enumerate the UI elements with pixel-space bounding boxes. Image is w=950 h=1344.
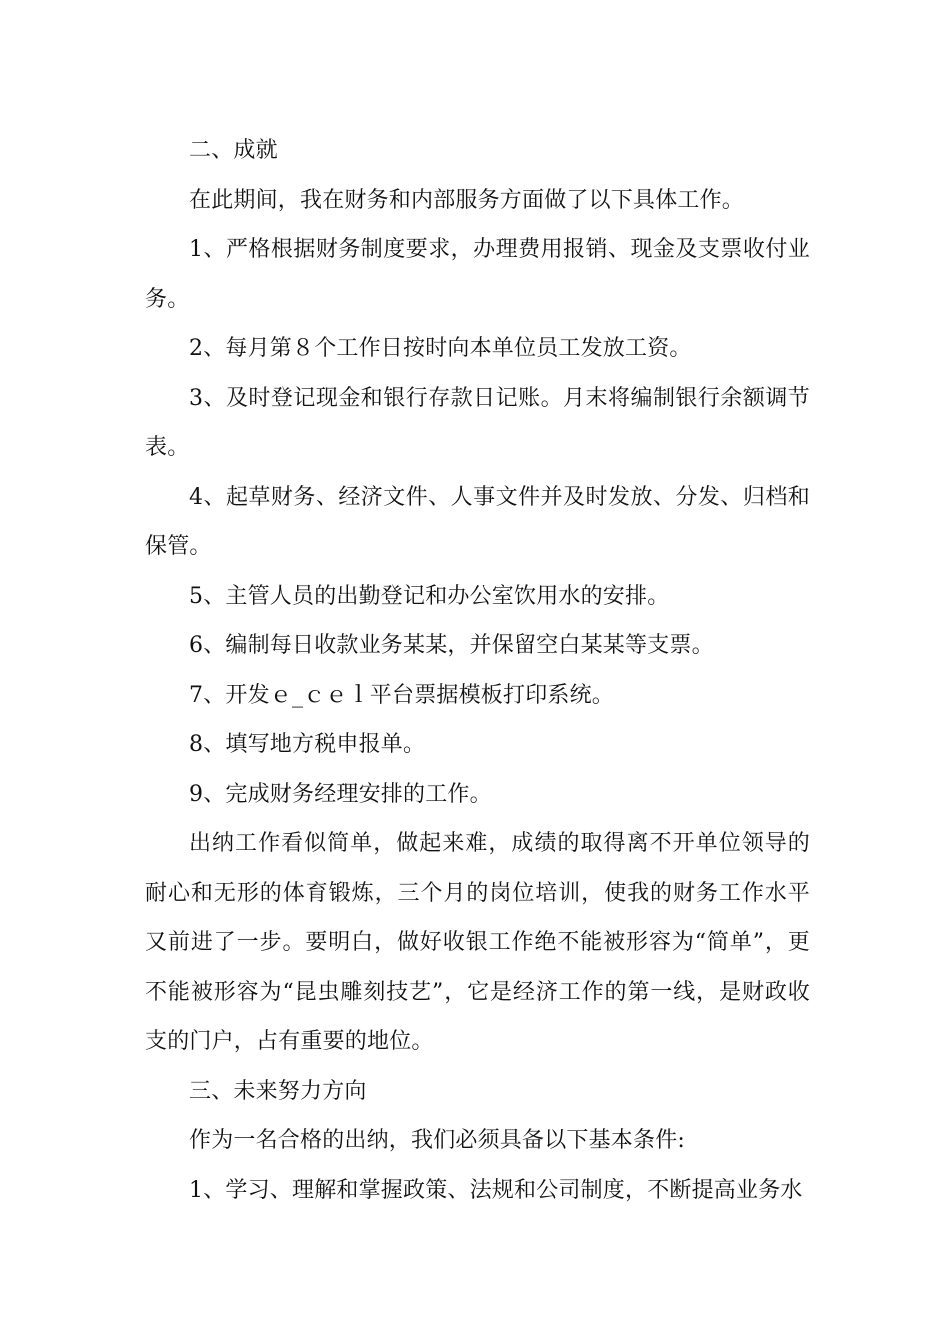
list-item: 1、学习、理解和掌握政策、法规和公司制度，不断提高业务水 <box>189 1177 803 1203</box>
future-intro-paragraph: 作为一名合格的出纳，我们必须具备以下基本条件: <box>189 1128 686 1153</box>
list-item: 2、每月第８个工作日按时向本单位员工发放工资。 <box>189 336 692 361</box>
list-item: 9、完成财务经理安排的工作。 <box>189 781 492 807</box>
list-item: 5、主管人员的出勤登记和办公室饮用水的安排。 <box>189 583 670 609</box>
section-heading-future: 三、未来努力方向 <box>189 1078 367 1104</box>
summary-paragraph: 出纳工作看似简单，做起来难，成绩的取得离不开单位领导的耐心和无形的体育锻炼，三个月的岗位培训，使我的财务工作水平又前进了一步。要明白，做好收银工作绝不能被形容为“简单”，更不能被形容为“昆虫雕刻技艺”，它是经济工作的第一线，是财政收支的门户，占有重要的地位。 <box>145 831 810 1054</box>
list-item: 3、及时登记现金和银行存款日记账。月末将编制银行余额调节表。 <box>145 385 810 460</box>
list-item: 8、填写地方税申报单。 <box>189 732 426 757</box>
document-body <box>145 126 810 1215</box>
list-item: 7、开发ｅ_ｃｅｌ平台票据模板打印系统。 <box>189 682 614 708</box>
intro-paragraph: 在此期间，我在财务和内部服务方面做了以下具体工作。 <box>189 187 745 213</box>
section-heading-achievements: 二、成就 <box>189 138 278 163</box>
list-item: 1、严格根据财务制度要求，办理费用报销、现金及支票收付业务。 <box>145 237 810 312</box>
list-item: 4、起草财务、经济文件、人事文件并及时发放、分发、归档和保管。 <box>145 484 810 559</box>
list-item: 6、编制每日收款业务某某，并保留空白某某等支票。 <box>189 633 714 658</box>
